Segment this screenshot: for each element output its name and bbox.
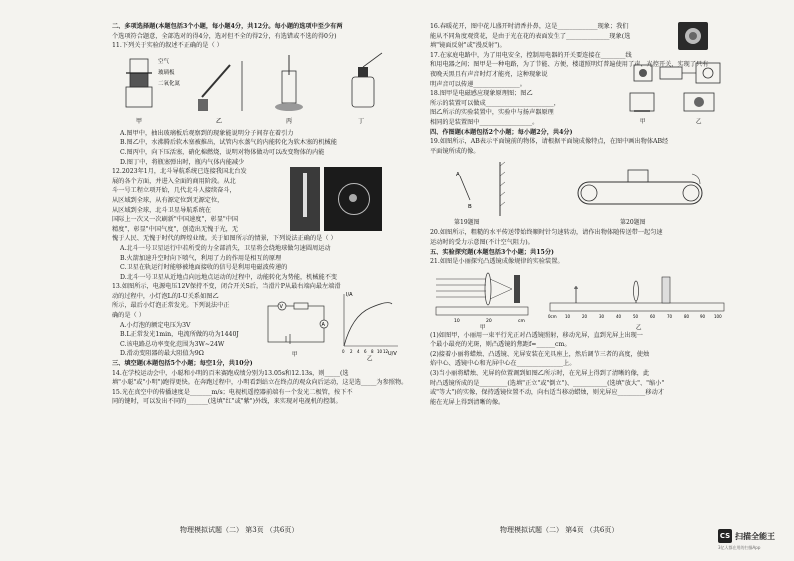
q11-fig-bing: 丙 [286,117,293,125]
q11-fig-jia: 甲 [136,117,143,125]
q18-block [430,89,730,127]
q13-fig-jia: 甲 [292,351,298,358]
q20-line-1: 20.如图所示，粗糙的水平传送带始终顺时针匀速转动，请作出物体随传送带一起匀速 [430,229,663,237]
q18-line-3: 图乙所示的实验装置中，实验中与扬声器原理 [430,109,554,117]
q11-fig-yi: 乙 [216,117,223,125]
left-page-footer: 物理模拟试题（二） 第3页 （共6页） [180,526,299,534]
q18-figures [620,89,730,129]
question-21: 21.如图是小丽探究凸透镜成像规律的实验装置。 [430,258,564,266]
q13-line-3: 所示，最后小灯泡正常发光。下列说法中正 [112,302,230,310]
q13-option-c: C.该电路总功率变化范围为3W~24W [120,340,225,348]
q12-option-a: A.北斗一号卫星运行中若所受的力全部消失，卫星将会绕地球做匀速圆周运动 [120,244,331,252]
rocket-photo [290,167,320,231]
q19-line-1: 19.如图所示，AB表示平面镜前的物体，请根据平面镜成像特点，在图中画出物体AB经 [430,138,669,146]
q21-figures [430,267,730,331]
q12-line-4: 从区域到全球，从有源定位到无源定位， [112,196,224,204]
q14-line-2: 填"小聪"或"小明")跑得更快。在奔跑过程中，小明看到站立在终点的观众向后运动，这是选_____为参照物。 [112,379,408,387]
section5-title: 五、实验探究题(本题包括3个小题；共15分) [430,248,554,256]
q11-fig-ding: 丁 [358,117,365,125]
q17-line-2: 和用电器之间；图甲是一种电路，为了节能、方便，楼道照明灯普遍使用了声、光控开关，实现了只有 [430,61,709,69]
q17-line-3: 夜晚天黑且有声音时灯才能亮，这种现象说 [430,70,548,78]
point-a-label: A [456,172,460,179]
ruler-tick-70: 70 [667,313,673,319]
q12-line-6: 国际上一次又一次刷新"中国速度"，彰显"中国 [112,216,239,224]
q13-fig-yi: 乙 [367,355,373,362]
ruler-tick-0: 0cm [548,313,557,319]
section3-title: 三、填空题(本题包括5个小题；每空1分，共10分) [112,360,253,368]
ruler-tick-10: 10 [565,313,571,319]
q21-part2-line1: (2)接着小丽将蜡烛、凸透镜、光屏安装在光具座上，然后调节三者的高度，使烛 [430,350,650,358]
q11-label-no2: 二氧化氮 [158,80,181,87]
q12-line-5: 从区域到全球，北斗卫星导航系统在 [112,206,211,214]
graph-xtick-6: 6 [364,348,367,354]
graph-xlabel: U/V [388,350,397,357]
q13-line-2: 动的过程中，小灯泡L的I-U关系如图乙 [112,292,219,300]
q12-line-3: 斗一号工程立项开始，几代北斗人接续奋斗， [112,187,236,195]
q12-block [112,167,412,244]
graph-xtick-12: 12 [383,348,389,354]
q21-part3-line4: 能在光屏上得到清晰的像。 [430,398,505,406]
ruler-tick-80: 80 [684,313,690,319]
q13-line-4: 确的是（ ） [112,312,145,320]
section4-title: 四、作图题(本题包括2个小题；每小题2分，共4分) [430,128,573,136]
q17-line-1: 17.在家庭电路中，为了用电安全，控制用电器的开关要连接在________线 [430,51,632,59]
q18-line-2: 所示的装置可以做成______________________， [430,99,560,107]
q11-figures [112,51,412,129]
point-b-label: B [468,204,472,211]
section2-title: 二、多项选择题(本题包括3个小题，每小题4分，共12分。每小题的选项中至少有两 [112,23,343,30]
ruler-tick-60: 60 [650,313,656,319]
q12-line-7: 精度"，彰显"中国气度"，创造出无愧于光，无 [112,225,239,233]
q13-block [112,291,412,362]
q13-option-a: A.小灯泡的额定电压为3V [120,321,191,329]
lens-bench-drawing [430,267,730,331]
graph-xtick-10: 10 [377,348,383,354]
camscanner-logo-icon: CS [718,529,732,543]
q12-option-b: B.火箭加速升空时向下喷气，利用了力的作用是相互的原理 [120,254,282,262]
graph-xtick-0: 0 [342,348,345,354]
q12-option-c: C.卫星在轨运行时能够被地面接收的信号是利用电磁波传递的 [120,264,288,272]
right-page-footer: 物理模拟试题（二） 第4页 （共6页） [500,526,619,534]
q14-line-1: 14.在学校运动会中，小聪和小明的百米赛跑成绩分别为13.05s和12.13s，则_____(选 [112,369,349,377]
q18-fig-jia: 甲 [640,119,646,126]
left-column [112,22,412,407]
q21-part1-line1: (1)如图甲，小丽用一束平行光正对凸透镜照射，移动光屏，直到光屏上出现一 [430,331,643,339]
q21-part2-line2: 焰中心、透镜中心和光屏中心在_______________上。 [430,360,576,368]
q17-block [430,51,730,89]
q16-line-1: 16.春暖花开，图中花儿盛开时清香扑鼻，这是_____________现象；我们 [430,23,629,30]
q21-part3-line1: (3)当小丽将蜡烛、光屏的位置调到如图乙所示时，在光屏上得到了清晰的像，此 [430,370,650,378]
ruler-tick-40: 40 [616,313,622,319]
q11-option-d: D.图丁中，将瓶塞弹出时，瓶内气体内能减少 [120,158,245,166]
scanner-watermark [718,529,775,550]
section2-rule: 个选项符合题意，全部选对的得4分，选对但不全的得2分，有选错或不选的得0分) [112,32,337,40]
q18-line-4: 相同的是装置图中_________________。 [430,118,539,126]
graph-xtick-4: 4 [357,348,360,354]
ruler-a-20: 20 [486,318,492,324]
ruler-a-10: 10 [454,318,460,324]
scanner-app-tagline: 3亿人都在用的扫描App [718,545,761,550]
graph-xtick-8: 8 [371,348,374,354]
q13-circuit-and-graph [262,286,402,360]
q12-line-2: 展的各个方面，并进入全面的商用阶段。从北 [112,177,236,185]
q12-line-8: 愧于人民、无愧于时代的辉煌业绩。关于如图所示的情景，下列说法正确的是（ ） [112,235,337,243]
q12-line-1: 12.2023年1月，北斗导航系统已连接我国北台发 [112,168,247,176]
q15-line-2: 同的键时，可以发出不同的_______(选填"红"或"紫")外线，来实现对电视机的控制。 [112,398,342,406]
q18-fig-yi: 乙 [696,119,702,126]
q11-option-c: C.图丙中，向下压活塞，硝化棉燃烧，说明对物体做功可以改变物体的内能 [120,148,325,156]
q17-line-4: 明声音可以传递_______________。 [430,80,526,88]
flower-photo [678,22,708,50]
q11-option-b: B.图乙中，水沸腾后软木塞被推出，试管内水蒸气的内能转化为软木塞的机械能 [120,139,337,147]
q11-label-air: 空气 [158,58,170,65]
q21-part1-line2: 个最小最亮的光斑，则凸透镜的焦距f=______cm。 [430,341,571,349]
voltmeter-symbol: V [279,303,283,310]
q13-line-1: 13.如图所示，电源电压12V保持不变，闭合开关S后，当滑片P从最右端向最左端滑 [112,283,341,291]
graph-ylabel: I/A [346,291,353,298]
q12-option-d: D.北斗一号卫星从近地点向远地点运动的过程中，动能转化为势能，机械能不变 [120,273,338,281]
q21-part3-line2: 时凸透镜所成的是_________(选填"正立"或"倒立")、___________(选填"放大"、"缩小" [430,379,665,387]
q16-block [430,22,730,51]
q16-line-3: 填"镜面反射"或"漫反射")。 [430,42,506,50]
q19-q20-figures [430,156,730,228]
q11-option-a: A.图甲中，抽出玻璃板后观察到的现象能说明分子间存在着引力 [120,129,294,137]
q20-caption: 第20题图 [620,219,646,227]
q15-line-1: 15.光在真空中的传播速度是_______m/s；电视机遥控器前端有一个发光二极管，按下不 [112,388,353,396]
q18-line-1: 18.图甲是电磁感应现象原理图；图乙 [430,90,533,98]
graph-xtick-2: 2 [350,348,353,354]
ruler-tick-50: 50 [633,313,639,319]
ruler-tick-20: 20 [582,313,588,319]
ruler-tick-100: 100 [714,313,722,319]
q16-line-2: 能从不同角度观赏花，是由于光在花的表面发生了______________现象(选 [430,32,631,40]
ruler-tick-30: 30 [599,313,605,319]
scanner-app-name: 扫描全能王 [735,531,775,541]
q11-apparatus-drawing [112,51,412,129]
ammeter-symbol: A [321,321,325,328]
ruler-tick-90: 90 [700,313,706,319]
right-column [430,22,730,407]
q13-option-b: B.L正常发光1min，电流所做的功为1440J [120,331,239,339]
q21-part3-line3: 或"等大")的实像，保持透镜位置不动，向右适当移动蜡烛，则光屏应_________移动才 [430,389,664,397]
question-11: 11.下列关于实验的叙述不正确的是（ ） [112,42,223,50]
satellite-orbit-photo [324,167,382,231]
q19-caption: 第19题图 [454,219,480,227]
q19-line-2: 平面镜所成的像。 [430,147,480,155]
q11-label-glass: 玻璃板 [158,69,175,76]
q21-fig-jia: 甲 [480,324,486,331]
ruler-a-cm: cm [518,318,525,324]
q20-line-2: 运动时的受力示意图(不计空气阻力)。 [430,238,534,246]
q13-option-d: D.滑动变阻器的最大阻值为9Ω [120,350,204,358]
q21-fig-yi: 乙 [636,324,642,331]
